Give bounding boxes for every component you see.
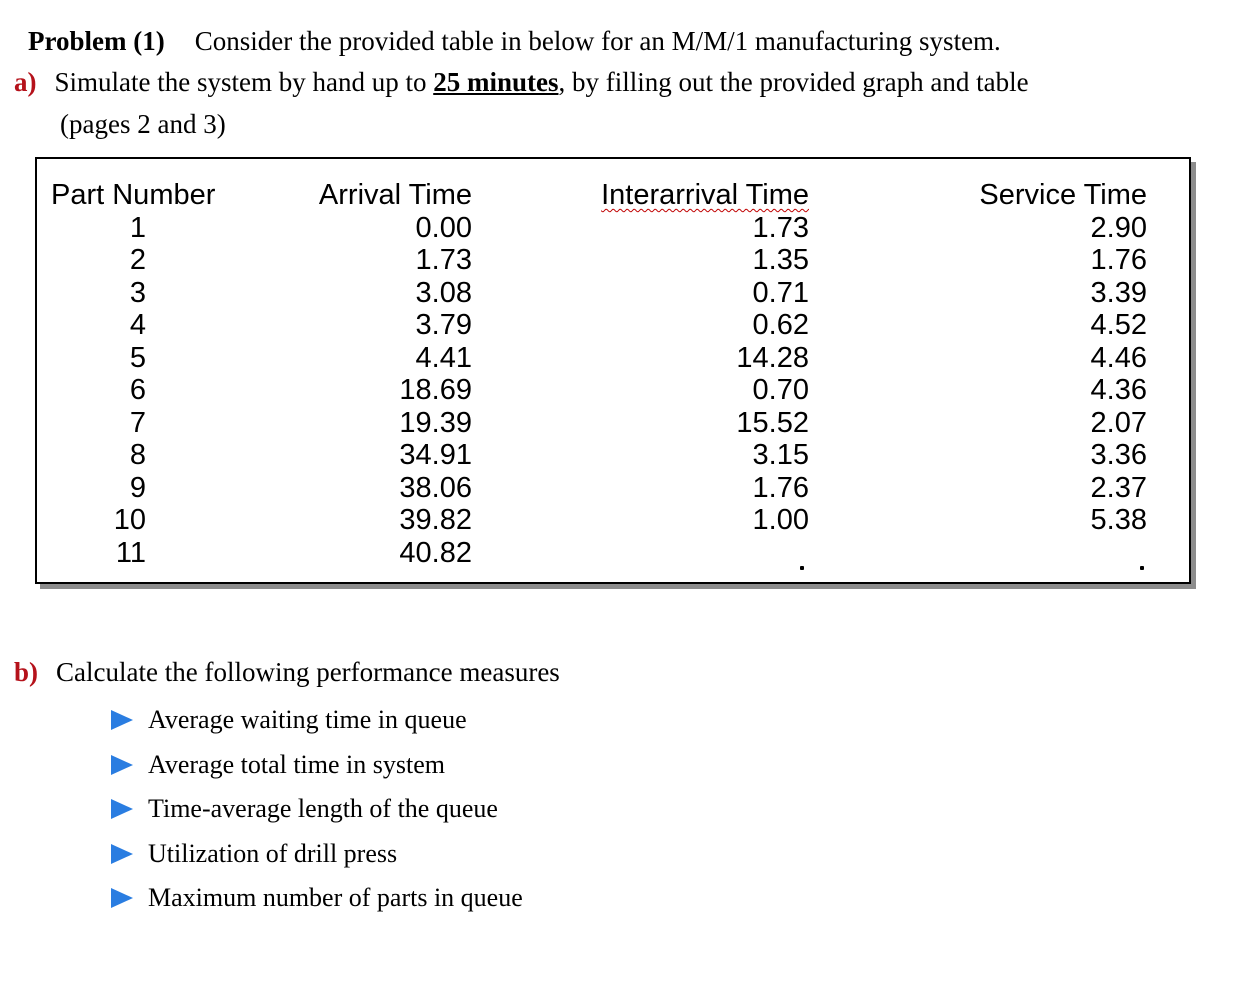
table-cell: 1.73 — [752, 211, 809, 244]
table-cell: 2.07 — [1090, 406, 1147, 439]
measure-text: Utilization of drill press — [148, 838, 398, 868]
column-service-time — [967, 179, 1147, 537]
table-cell: 4.52 — [1090, 309, 1147, 341]
part-a-letter: a) — [14, 67, 37, 97]
list-item — [108, 743, 523, 788]
table-cell: 3.79 — [415, 309, 472, 341]
table-cell: 2.90 — [1090, 211, 1147, 244]
table-cell: 2 — [129, 244, 146, 276]
header-interarrival-time: Interarrival Time — [601, 179, 809, 211]
table-cell: 3.36 — [1090, 439, 1147, 471]
table-cell: 3.15 — [752, 439, 809, 471]
table-cell: 10 — [113, 504, 146, 536]
problem-statement — [28, 26, 1001, 57]
header-part-number: Part Number — [51, 179, 216, 211]
table-cell: 1.73 — [415, 244, 472, 276]
table-cell: 7 — [129, 406, 146, 439]
problem-text: Consider the provided table in below for an M/M/1 manufacturing system. — [194, 26, 1001, 56]
table-cell: 4.41 — [415, 341, 472, 374]
part-a-text-before: Simulate the system by hand up to — [54, 67, 434, 97]
table-cell: 9 — [129, 471, 146, 504]
table-cell: 0.00 — [415, 211, 472, 244]
column-part-number — [51, 179, 226, 569]
table-cell: 4.46 — [1090, 341, 1147, 374]
measure-text: Time-average length of the queue — [148, 794, 498, 824]
part-b-letter: b) — [14, 657, 39, 687]
table-cell: 18.69 — [399, 374, 472, 406]
stray-dot — [1140, 566, 1144, 570]
measure-text: Average waiting time in queue — [148, 705, 467, 735]
table-cell: 0.62 — [752, 309, 809, 341]
table-cell: 1.35 — [752, 244, 809, 276]
table-cell: 11 — [115, 536, 146, 569]
column-interarrival-time — [587, 179, 809, 537]
part-a-emphasis: 25 minutes — [433, 67, 559, 97]
blue-triangle-icon — [108, 798, 136, 820]
part-a-text-after: , by filling out the provided graph and table — [558, 67, 1029, 97]
arrival-time-values — [307, 212, 472, 570]
table-cell: 3.39 — [1090, 276, 1147, 309]
column-arrival-time — [307, 179, 472, 569]
table-cell: 6 — [129, 374, 146, 406]
data-table — [35, 157, 1191, 584]
interarrival-time-values — [587, 212, 809, 537]
performance-measures-list — [108, 698, 523, 921]
part-b-line — [14, 657, 560, 688]
table-cell: 2.37 — [1090, 471, 1147, 504]
part-b-text: Calculate the following performance measures — [56, 657, 560, 687]
table-cell: 1.76 — [1090, 244, 1147, 276]
blue-triangle-icon — [108, 843, 136, 865]
list-item — [108, 832, 523, 877]
part-a-line2: (pages 2 and 3) — [60, 109, 226, 139]
table-cell: 5.38 — [1090, 504, 1147, 536]
table-cell: 1.00 — [752, 504, 809, 536]
part-number-values — [51, 212, 226, 570]
table-cell: 39.82 — [399, 504, 472, 536]
list-item — [108, 698, 523, 743]
header-service-time: Service Time — [979, 179, 1147, 211]
measure-text: Average total time in system — [148, 749, 445, 779]
table-cell: 8 — [129, 439, 146, 471]
table-cell: 15.52 — [736, 406, 809, 439]
table-cell: 3.08 — [415, 276, 472, 309]
table-cell: 38.06 — [399, 471, 472, 504]
header-arrival-time: Arrival Time — [318, 179, 472, 211]
table-cell: 14.28 — [736, 341, 809, 374]
blue-triangle-icon — [108, 709, 136, 731]
table-cell: 0.71 — [752, 276, 809, 309]
table-cell: 34.91 — [399, 439, 472, 471]
table-cell: 40.82 — [399, 536, 472, 569]
part-a-line — [14, 67, 1029, 98]
table-cell: 19.39 — [399, 406, 472, 439]
stray-dot — [800, 566, 804, 570]
blue-triangle-icon — [108, 754, 136, 776]
table-cell: 3 — [129, 276, 146, 309]
list-item — [108, 876, 523, 921]
problem-label: Problem (1) — [28, 26, 165, 56]
table-cell: 1.76 — [752, 471, 809, 504]
table-cell: 0.70 — [752, 374, 809, 406]
list-item — [108, 787, 523, 832]
measure-text: Maximum number of parts in queue — [148, 883, 523, 913]
service-time-values — [967, 212, 1147, 537]
table-cell: 4 — [129, 309, 146, 341]
blue-triangle-icon — [108, 887, 136, 909]
table-cell: 5 — [129, 341, 146, 374]
table-cell: 1 — [129, 211, 146, 244]
table-cell: 4.36 — [1090, 374, 1147, 406]
